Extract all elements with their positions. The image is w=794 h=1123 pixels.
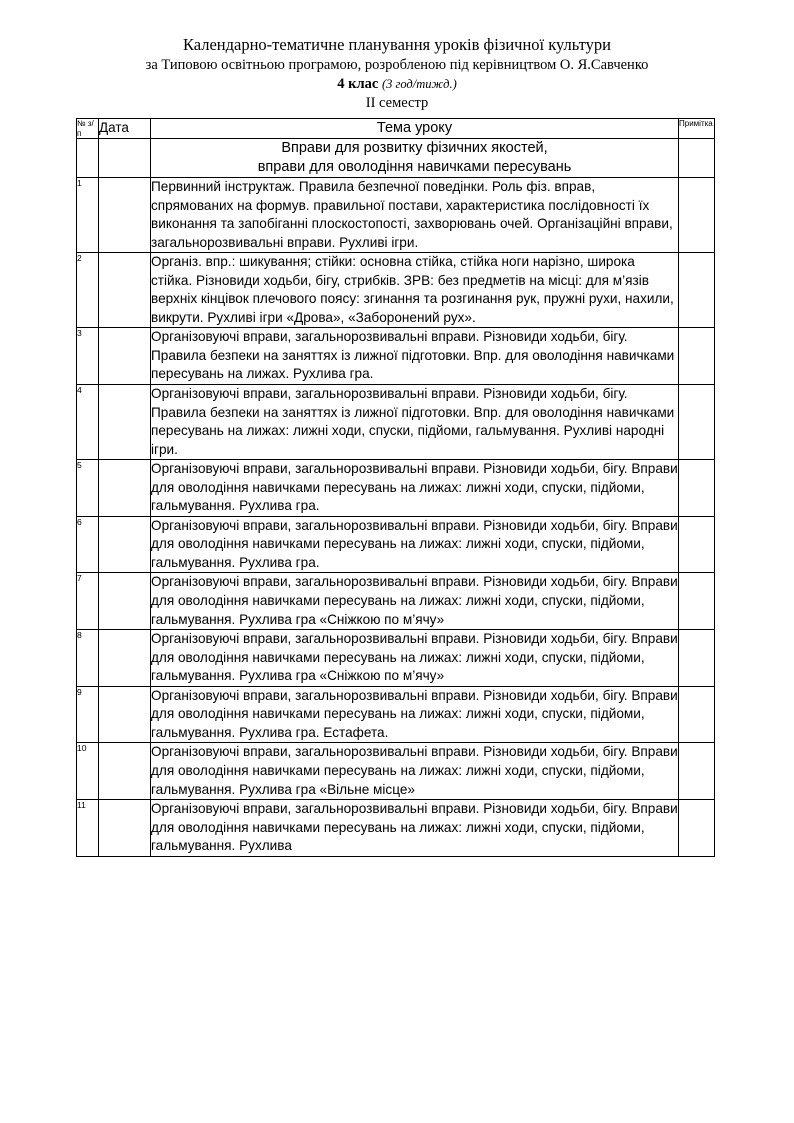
table-row bbox=[77, 460, 715, 517]
hours-label: (3 год/тижд.) bbox=[381, 77, 457, 91]
row-date[interactable] bbox=[99, 573, 151, 630]
section-row-number bbox=[77, 139, 99, 178]
row-note[interactable] bbox=[679, 516, 715, 573]
table-row bbox=[77, 385, 715, 460]
row-number: 2 bbox=[77, 253, 99, 328]
row-theme: Організовуючі вправи, загальнорозвивальні вправи. Різновиди ходьби, бігу. Вправи для оволодіння навичками пересувань на лижах: лижні ходи, спуски, підйоми, гальмування. Рухлива bbox=[151, 800, 679, 857]
row-date[interactable] bbox=[99, 460, 151, 517]
table-row bbox=[77, 686, 715, 743]
row-number: 6 bbox=[77, 516, 99, 573]
column-header-note: Примітка bbox=[679, 119, 715, 139]
row-note[interactable] bbox=[679, 686, 715, 743]
row-note[interactable] bbox=[679, 573, 715, 630]
grade-label: 4 клас bbox=[337, 76, 379, 92]
column-header-theme: Тема уроку bbox=[151, 119, 679, 139]
table-row bbox=[77, 178, 715, 253]
column-header-number: № з/п bbox=[77, 119, 99, 139]
table-row bbox=[77, 743, 715, 800]
row-date[interactable] bbox=[99, 516, 151, 573]
row-theme: Організовуючі вправи, загальнорозвивальні вправи. Різновиди ходьби, бігу. Вправи для оволодіння навичками пересувань на лижах: лижні ходи, спуски, підйоми, гальмування. Рухлива гра. Естафета. bbox=[151, 686, 679, 743]
row-number: 1 bbox=[77, 178, 99, 253]
section-heading-line-2: вправи для оволодіння навичками пересувань bbox=[257, 159, 572, 175]
row-note[interactable] bbox=[679, 743, 715, 800]
column-header-date: Дата bbox=[99, 119, 151, 139]
row-date[interactable] bbox=[99, 328, 151, 385]
table-row bbox=[77, 573, 715, 630]
row-theme: Організовуючі вправи, загальнорозвивальні вправи. Різновиди ходьби, бігу. Вправи для оволодіння навичками пересувань на лижах: лижні ходи, спуски, підйоми, гальмування. Рухлива гра «Сніжкою по м’ячу» bbox=[151, 630, 679, 687]
row-date[interactable] bbox=[99, 178, 151, 253]
row-note[interactable] bbox=[679, 178, 715, 253]
row-date[interactable] bbox=[99, 800, 151, 857]
table-row bbox=[77, 253, 715, 328]
row-number: 10 bbox=[77, 743, 99, 800]
row-theme: Первинний інструктаж. Правила безпечної поведінки. Роль фіз. вправ, спрямованих на формув. правильної постави, характеристика послідовності їх виконання та запобіганні плоскостопості, захворювань очей. Організаційні вправи, загальнорозвивальні вправи. Рухливі ігри. bbox=[151, 178, 679, 253]
section-row-date bbox=[99, 139, 151, 178]
table-row bbox=[77, 630, 715, 687]
row-theme: Організовуючі вправи, загальнорозвивальні вправи. Різновиди ходьби, бігу. Вправи для оволодіння навичками пересувань на лижах: лижні ходи, спуски, підйоми, гальмування. Рухлива гра. bbox=[151, 460, 679, 517]
row-note[interactable] bbox=[679, 460, 715, 517]
section-row-note bbox=[679, 139, 715, 178]
row-number: 8 bbox=[77, 630, 99, 687]
row-number: 11 bbox=[77, 800, 99, 857]
row-theme: Організ. впр.: шикування; стійки: основна стійка, стійка ноги нарізно, широка стійка. Різновиди ходьби, бігу, стрибків. ЗРВ: без предметів на місці: для м’язів верхніх кінцівок плечового поясу: згинання та розгинання рук, пружні рухи, нахили, викрути. Рухливі ігри «Дрова», «Заборонений рух». bbox=[151, 253, 679, 328]
table-row bbox=[77, 800, 715, 857]
row-note[interactable] bbox=[679, 800, 715, 857]
row-note[interactable] bbox=[679, 630, 715, 687]
row-theme: Організовуючі вправи, загальнорозвивальні вправи. Різновиди ходьби, бігу. Правила безпеки на заняттях із лижної підготовки. Впр. для оволодіння навичками пересувань на лижах. Рухлива гра. bbox=[151, 328, 679, 385]
table-header-row bbox=[77, 119, 715, 139]
table-body bbox=[77, 119, 715, 857]
row-number: 9 bbox=[77, 686, 99, 743]
row-number: 3 bbox=[77, 328, 99, 385]
section-heading-line-1: Вправи для розвитку фізичних якостей, bbox=[281, 140, 548, 156]
row-theme: Організовуючі вправи, загальнорозвивальні вправи. Різновиди ходьби, бігу. Вправи для оволодіння навичками пересувань на лижах: лижні ходи, спуски, підйоми, гальмування. Рухлива гра «Вільне місце» bbox=[151, 743, 679, 800]
section-heading bbox=[151, 139, 679, 178]
row-date[interactable] bbox=[99, 630, 151, 687]
row-theme: Організовуючі вправи, загальнорозвивальні вправи. Різновиди ходьби, бігу. Вправи для оволодіння навичками пересувань на лижах: лижні ходи, спуски, підйоми, гальмування. Рухлива гра «Сніжкою по м’ячу» bbox=[151, 573, 679, 630]
section-heading-row bbox=[77, 139, 715, 178]
program-subtitle: за Типовою освітньою програмою, розробленою під керівництвом О. Я.Савченко bbox=[145, 57, 649, 73]
row-date[interactable] bbox=[99, 743, 151, 800]
page-title: Календарно-тематичне планування уроків фізичної культури bbox=[182, 35, 612, 54]
row-note[interactable] bbox=[679, 385, 715, 460]
row-theme: Організовуючі вправи, загальнорозвивальні вправи. Різновиди ходьби, бігу. Правила безпеки на заняттях із лижної підготовки. Впр. для оволодіння навичками пересувань на лижах: лижні ходи, спуски, підйоми, гальмування. Рухливі народні ігри. bbox=[151, 385, 679, 460]
row-date[interactable] bbox=[99, 253, 151, 328]
row-note[interactable] bbox=[679, 253, 715, 328]
lesson-plan-table bbox=[76, 118, 715, 857]
table-row bbox=[77, 516, 715, 573]
table-row bbox=[77, 328, 715, 385]
row-note[interactable] bbox=[679, 328, 715, 385]
row-number: 5 bbox=[77, 460, 99, 517]
row-theme: Організовуючі вправи, загальнорозвивальні вправи. Різновиди ходьби, бігу. Вправи для оволодіння навичками пересувань на лижах: лижні ходи, спуски, підйоми, гальмування. Рухлива гра. bbox=[151, 516, 679, 573]
grade-line bbox=[0, 75, 794, 94]
semester-label: II семестр bbox=[365, 95, 429, 111]
row-date[interactable] bbox=[99, 385, 151, 460]
document-header bbox=[0, 0, 794, 113]
row-date[interactable] bbox=[99, 686, 151, 743]
row-number: 4 bbox=[77, 385, 99, 460]
row-number: 7 bbox=[77, 573, 99, 630]
